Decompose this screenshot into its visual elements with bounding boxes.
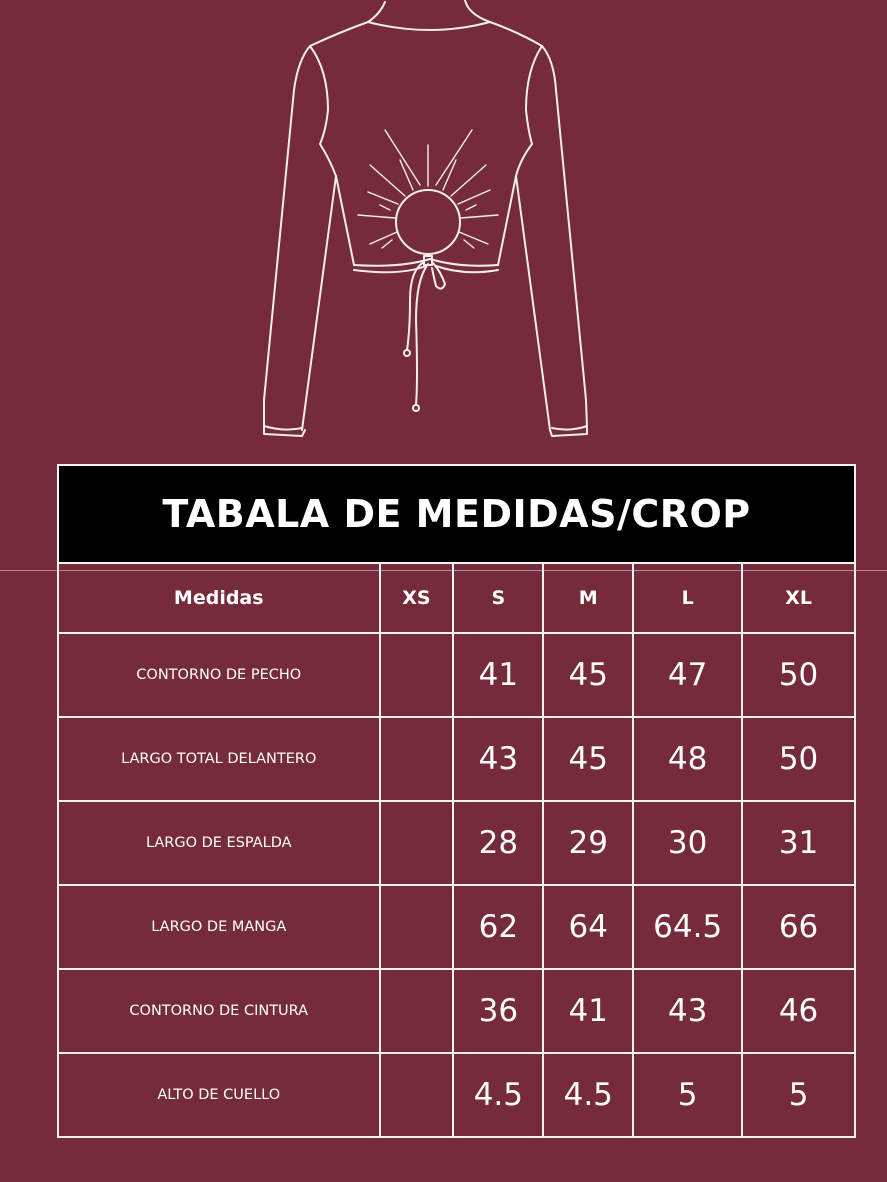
size-chart-table [57, 464, 856, 1138]
value-xl: 66 [742, 885, 855, 969]
value-l: 64.5 [633, 885, 742, 969]
value-m: 29 [543, 801, 633, 885]
value-m: 45 [543, 717, 633, 801]
header-s: S [453, 563, 543, 633]
value-l: 43 [633, 969, 742, 1053]
value-m: 45 [543, 633, 633, 717]
value-xs [380, 969, 454, 1053]
table-row [58, 717, 855, 801]
table-title: TABALA DE MEDIDAS/CROP [58, 465, 855, 563]
value-s: 36 [453, 969, 543, 1053]
header-m: M [543, 563, 633, 633]
row-label: CONTORNO DE CINTURA [58, 969, 380, 1053]
header-l: L [633, 563, 742, 633]
crop-top-illustration [250, 0, 610, 450]
value-xs [380, 1053, 454, 1137]
value-m: 4.5 [543, 1053, 633, 1137]
value-xl: 46 [742, 969, 855, 1053]
value-s: 62 [453, 885, 543, 969]
value-xs [380, 885, 454, 969]
table-row [58, 885, 855, 969]
value-l: 47 [633, 633, 742, 717]
table-row [58, 969, 855, 1053]
row-label: LARGO TOTAL DELANTERO [58, 717, 380, 801]
value-xl: 5 [742, 1053, 855, 1137]
value-l: 5 [633, 1053, 742, 1137]
table-row [58, 633, 855, 717]
value-s: 41 [453, 633, 543, 717]
value-s: 4.5 [453, 1053, 543, 1137]
row-label: CONTORNO DE PECHO [58, 633, 380, 717]
value-m: 64 [543, 885, 633, 969]
value-l: 30 [633, 801, 742, 885]
value-xs [380, 717, 454, 801]
table-row [58, 801, 855, 885]
header-medidas: Medidas [58, 563, 380, 633]
row-label: LARGO DE ESPALDA [58, 801, 380, 885]
header-xs: XS [380, 563, 454, 633]
value-xl: 31 [742, 801, 855, 885]
row-label: ALTO DE CUELLO [58, 1053, 380, 1137]
value-s: 28 [453, 801, 543, 885]
value-xl: 50 [742, 633, 855, 717]
value-s: 43 [453, 717, 543, 801]
value-m: 41 [543, 969, 633, 1053]
value-xl: 50 [742, 717, 855, 801]
header-xl: XL [742, 563, 855, 633]
value-xs [380, 633, 454, 717]
table-row [58, 1053, 855, 1137]
value-l: 48 [633, 717, 742, 801]
header-row [58, 563, 855, 633]
row-label: LARGO DE MANGA [58, 885, 380, 969]
value-xs [380, 801, 454, 885]
